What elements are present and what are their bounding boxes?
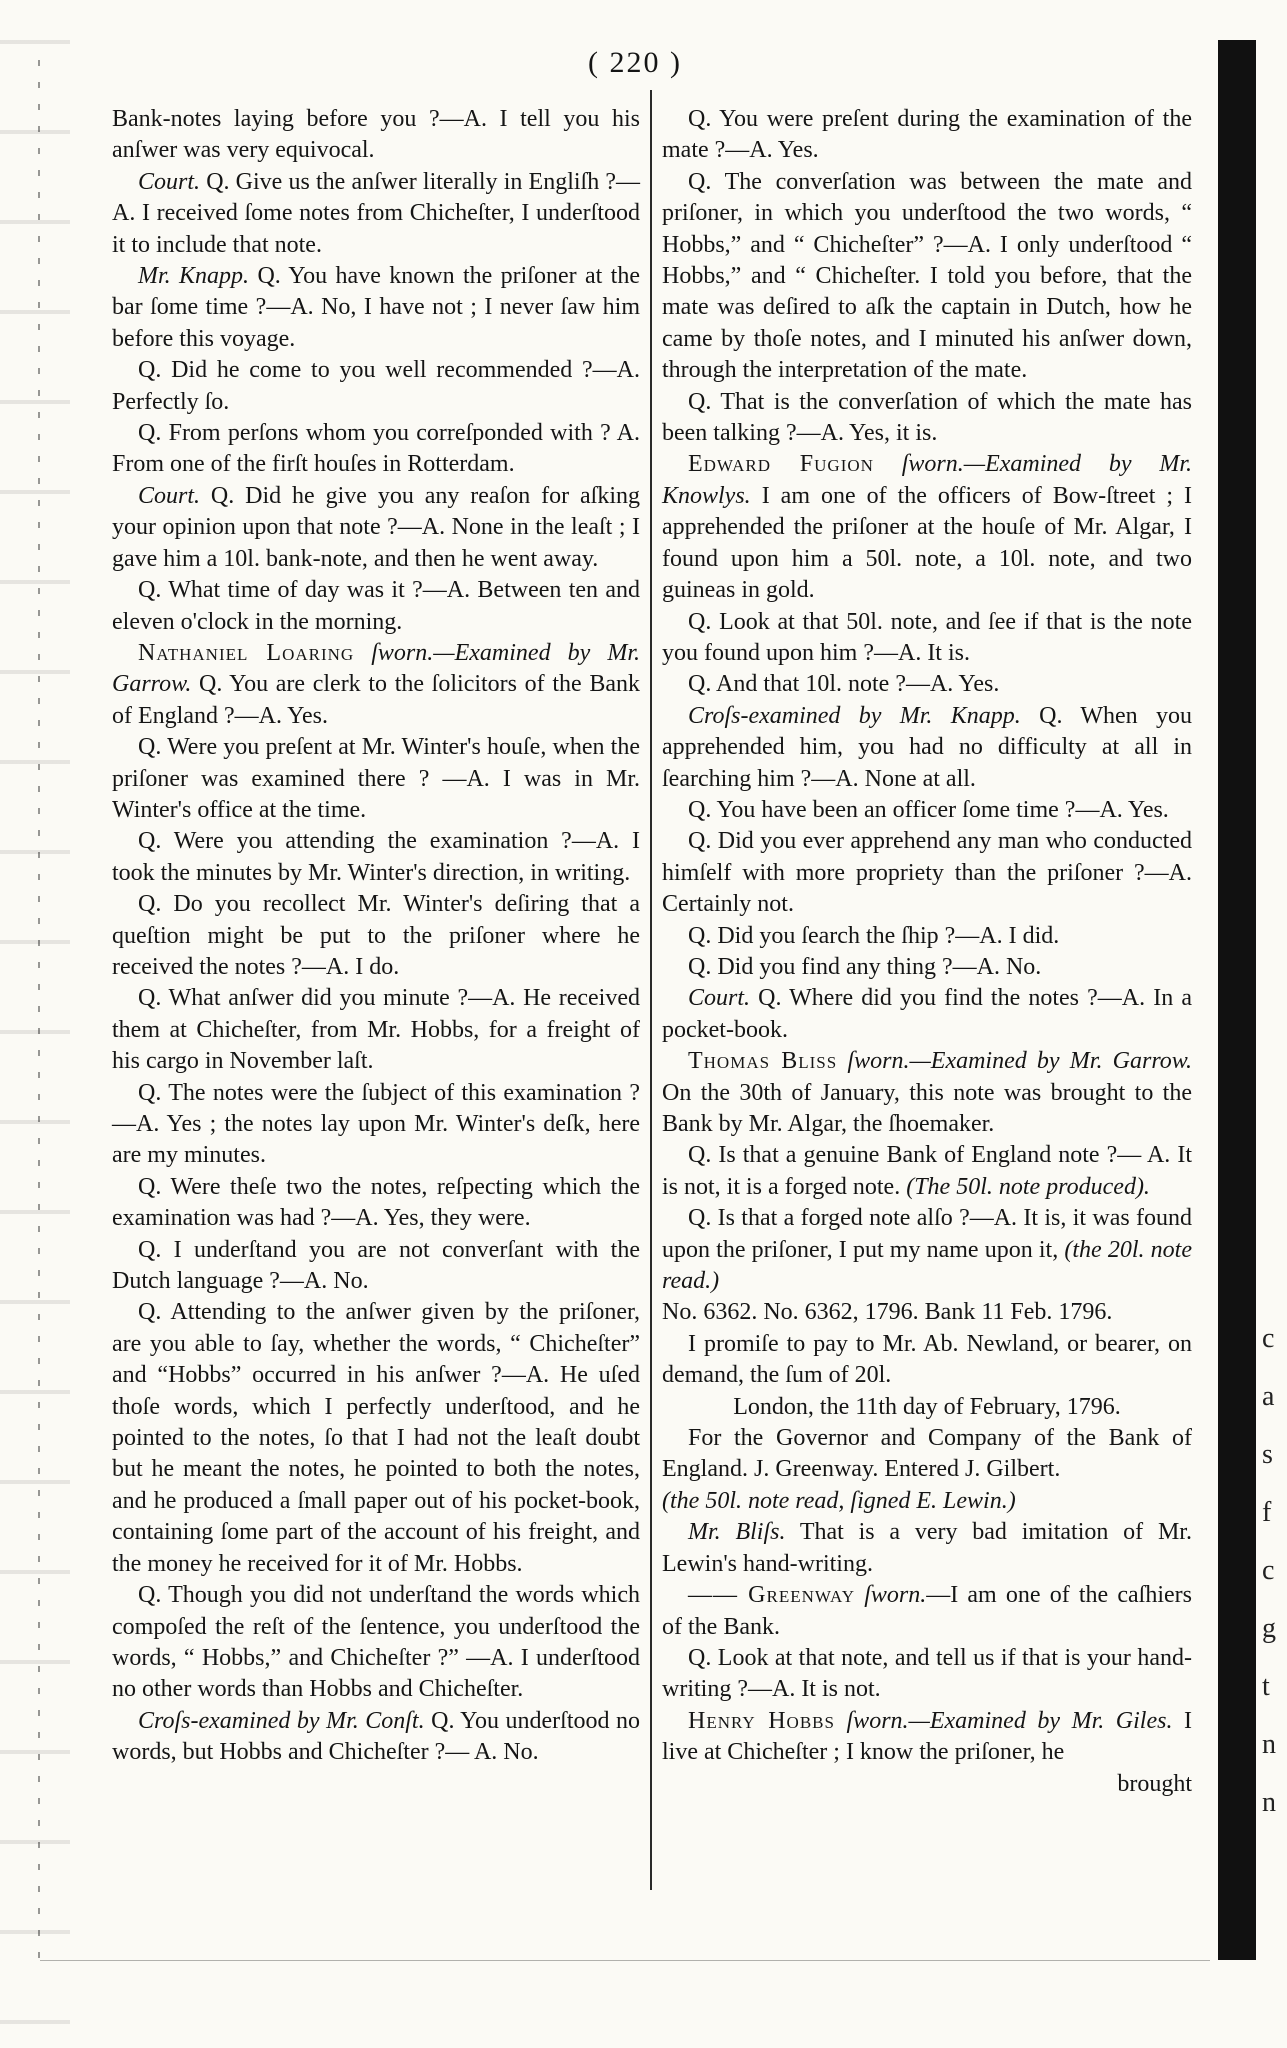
column-divider [650, 90, 652, 1890]
note-date: London, the 11th day of February, 1796. [733, 1393, 1121, 1420]
paragraph: Q. Is that a genuine Bank of England note ?— A. It is not, it is a forged note. (The 50l. note produced). [662, 1142, 1192, 1200]
paragraph: Court. Q. Where did you find the notes ?—A. In a pocket-book. [662, 985, 1192, 1043]
paragraph: Q. Were you attending the examination ?—A. I took the minutes by Mr. Winter's direction, in writing. [112, 828, 640, 886]
paragraph: Bank-notes laying before you ?—A. I tell you his anſwer was very equivocal. [112, 106, 640, 164]
paragraph: Q. What time of day was it ?—A. Between ten and eleven o'clock in the morning. [112, 577, 640, 635]
paragraph: Mr. Bliſs. That is a very bad imitation of Mr. Lewin's hand-writing. [662, 1519, 1192, 1577]
fragment-letter: n [1262, 1787, 1276, 1818]
paragraph: Court. Q. Did he give you any reaſon for aſking your opinion upon that note ?—A. None in the leaſt ; I gave him a 10l. bank-note, and then he went away. [112, 482, 640, 572]
witness-name: Thomas Bliss [688, 1048, 838, 1075]
fragment-letter: g [1262, 1613, 1276, 1644]
witness-name: Nathaniel Loaring [138, 639, 355, 666]
paragraph: Thomas Bliss ſworn.—Examined by Mr. Garrow. On the 30th of January, this note was brought to the Bank by Mr. Algar, the ſhoemaker. [662, 1048, 1192, 1137]
stage-note: (the 50l. note read, ſigned E. Lewin.) [662, 1487, 1016, 1514]
paragraph: Henry Hobbs ſworn.—Examined by Mr. Giles. I live at Chicheſter ; I know the priſoner, he [662, 1707, 1192, 1766]
paragraph: Court. Q. Give us the anſwer literally in Engliſh ?—A. I received ſome notes from Chicheſter, I underſtood it to include that note. [112, 168, 641, 258]
stage-note: (the 20l. note read.) [662, 1236, 1192, 1295]
paragraph: Q. You have been an officer ſome time ?—A. Yes. [688, 796, 1169, 823]
paragraph: Mr. Knapp. Q. You have known the priſoner at the bar ſome time ?—A. No, I have not ; I never ſaw him before this voyage. [112, 263, 640, 352]
paragraph: Q. Attending to the anſwer given by the priſoner, are you able to ſay, whether the words, “ Chicheſter” and “Hobbs” occurred in his anſwer ?—A. He uſed thoſe words, which I perfectly underſtood, and he pointed to the notes, ſo that I had not the leaſt doubt but he meant the notes, he pointed to both the notes, and he produced a ſmall paper out of his pocket-book, containing ſome part of the account of his freight, and the money he received for it of Mr. Hobbs. [112, 1299, 640, 1577]
paragraph: Q. Were you preſent at Mr. Winter's houſe, when the priſoner was examined there ? —A. I was in Mr. Winter's office at the time. [112, 734, 640, 823]
fragment-letter: f [1262, 1497, 1272, 1528]
speaker-label: Croſs-examined by Mr. Knapp. [688, 702, 1021, 729]
witness-name: Henry Hobbs [688, 1707, 835, 1734]
paragraph: —— Greenway ſworn.—I am one of the caſhiers of the Bank. [662, 1582, 1192, 1640]
speaker-label: Croſs-examined by Mr. Conſt. [138, 1707, 425, 1734]
page-number: ( 220 ) [588, 46, 682, 79]
paragraph: Q. Did you ever apprehend any man who conducted himſelf with more propriety than the priſoner ?—A. Certainly not. [662, 828, 1192, 918]
fragment-letter: n [1262, 1729, 1276, 1760]
paragraph: Q. Look at that 50l. note, and ſee if that is the note you found upon him ?—A. It is. [662, 608, 1192, 666]
left-page-edge [0, 0, 70, 2048]
paragraph: Q. Did he come to you well recommended ?—A. Perfectly ſo. [112, 357, 640, 415]
note-signature-line: For the Governor and Company of the Bank of England. J. Greenway. Entered J. Gilbert. [662, 1425, 1192, 1483]
bottom-edge-line [40, 1960, 1210, 1961]
fragment-letter: a [1262, 1381, 1275, 1412]
witness-name: Edward Fugion [688, 451, 874, 478]
paragraph: Croſs-examined by Mr. Knapp. Q. When you apprehended him, you had no difficulty at all in ſearching him ?—A. None at all. [662, 702, 1193, 792]
speaker-label: Court. [688, 985, 751, 1012]
paragraph: Q. The notes were the ſubject of this examination ?—A. Yes ; the notes lay upon Mr. Winter's deſk, here are my minutes. [112, 1079, 640, 1169]
note-text: I promiſe to pay to Mr. Ab. Newland, or bearer, on demand, the ſum of 20l. [662, 1330, 1192, 1389]
paragraph: Q. Though you did not underſtand the words which compoſed the reſt of the ſentence, you underſtood the words, “ Hobbs,” and Chicheſter ?” —A. I underſtood no other words than Hobbs and Chicheſter. [112, 1582, 640, 1703]
paragraph: Q. And that 10l. note ?—A. Yes. [688, 671, 1000, 698]
fragment-letter: t [1262, 1671, 1270, 1702]
paragraph: Q. I underſtand you are not converſant with the Dutch language ?—A. No. [112, 1236, 640, 1295]
paragraph: Q. You were preſent during the examination of the mate ?—A. Yes. [662, 106, 1192, 164]
speaker-label: Court. [138, 482, 201, 509]
paragraph: Croſs-examined by Mr. Conſt. Q. You underſtood no words, but Hobbs and Chicheſter ?— A. No. [112, 1707, 640, 1766]
paragraph: Q. Do you recollect Mr. Winter's deſiring that a queſtion might be put to the priſoner where he received the notes ?—A. I do. [112, 891, 640, 980]
paragraph: Q. Did you find any thing ?—A. No. [688, 953, 1042, 980]
fragment-letter: s [1262, 1439, 1273, 1470]
right-scan-shadow [1218, 40, 1256, 1960]
paragraph: Nathaniel Loaring ſworn.—Examined by Mr. Garrow. Q. You are clerk to the ſolicitors of the Bank of England ?—A. Yes. [112, 639, 640, 729]
fragment-letter: c [1262, 1323, 1275, 1354]
paragraph: Q. What anſwer did you minute ?—A. He received them at Chicheſter, from Mr. Hobbs, for a freight of his cargo in November laſt. [112, 985, 640, 1075]
adjacent-page-fragments [1262, 1310, 1287, 1910]
left-column [112, 104, 640, 1769]
right-column [662, 104, 1192, 1800]
speaker-label: Mr. Bliſs. [688, 1519, 786, 1546]
paragraph: Edward Fugion ſworn.—Examined by Mr. Knowlys. I am one of the officers of Bow-ſtreet ; I apprehended the priſoner at the houſe of Mr. Algar, I found upon him a 50l. note, a 10l. note, and two guineas in gold. [662, 451, 1193, 604]
paragraph: Q. Did you ſearch the ſhip ?—A. I did. [688, 922, 1060, 949]
catchword: brought [1117, 1770, 1192, 1797]
paragraph: Q. Is that a forged note alſo ?—A. It is, it was found upon the priſoner, I put my name upon it, (the 20l. note read.) [662, 1205, 1192, 1295]
paragraph: Q. That is the converſation of which the mate has been talking ?—A. Yes, it is. [662, 388, 1192, 447]
paragraph: Q. From perſons whom you correſponded with ? A. From one of the firſt houſes in Rotterdam. [112, 420, 640, 478]
paragraph: Q. Were theſe two the notes, reſpecting which the examination was had ?—A. Yes, they were. [112, 1173, 640, 1232]
speaker-label: Court. [138, 168, 201, 195]
witness-name: —— Greenway [688, 1582, 856, 1609]
note-number-line: No. 6362. No. 6362, 1796. Bank 11 Feb. 1796. [662, 1299, 1113, 1326]
stage-note: (The 50l. note produced). [906, 1173, 1150, 1200]
fragment-letter: c [1262, 1555, 1275, 1586]
paragraph: Q. Look at that note, and tell us if that is your hand-writing ?—A. It is not. [662, 1644, 1192, 1703]
speaker-label: Mr. Knapp. [138, 263, 250, 290]
paragraph: Q. The converſation was between the mate and priſoner, in which you underſtood the two words, “ Hobbs,” and “ Chicheſter” ?—A. I only underſtood “ Hobbs,” and “ Chicheſter. I told you before, that the mate was deſired to aſk the captain in Dutch, how he came by thoſe notes, and I minuted his anſwer down, through the interpretation of the mate. [662, 168, 1192, 384]
